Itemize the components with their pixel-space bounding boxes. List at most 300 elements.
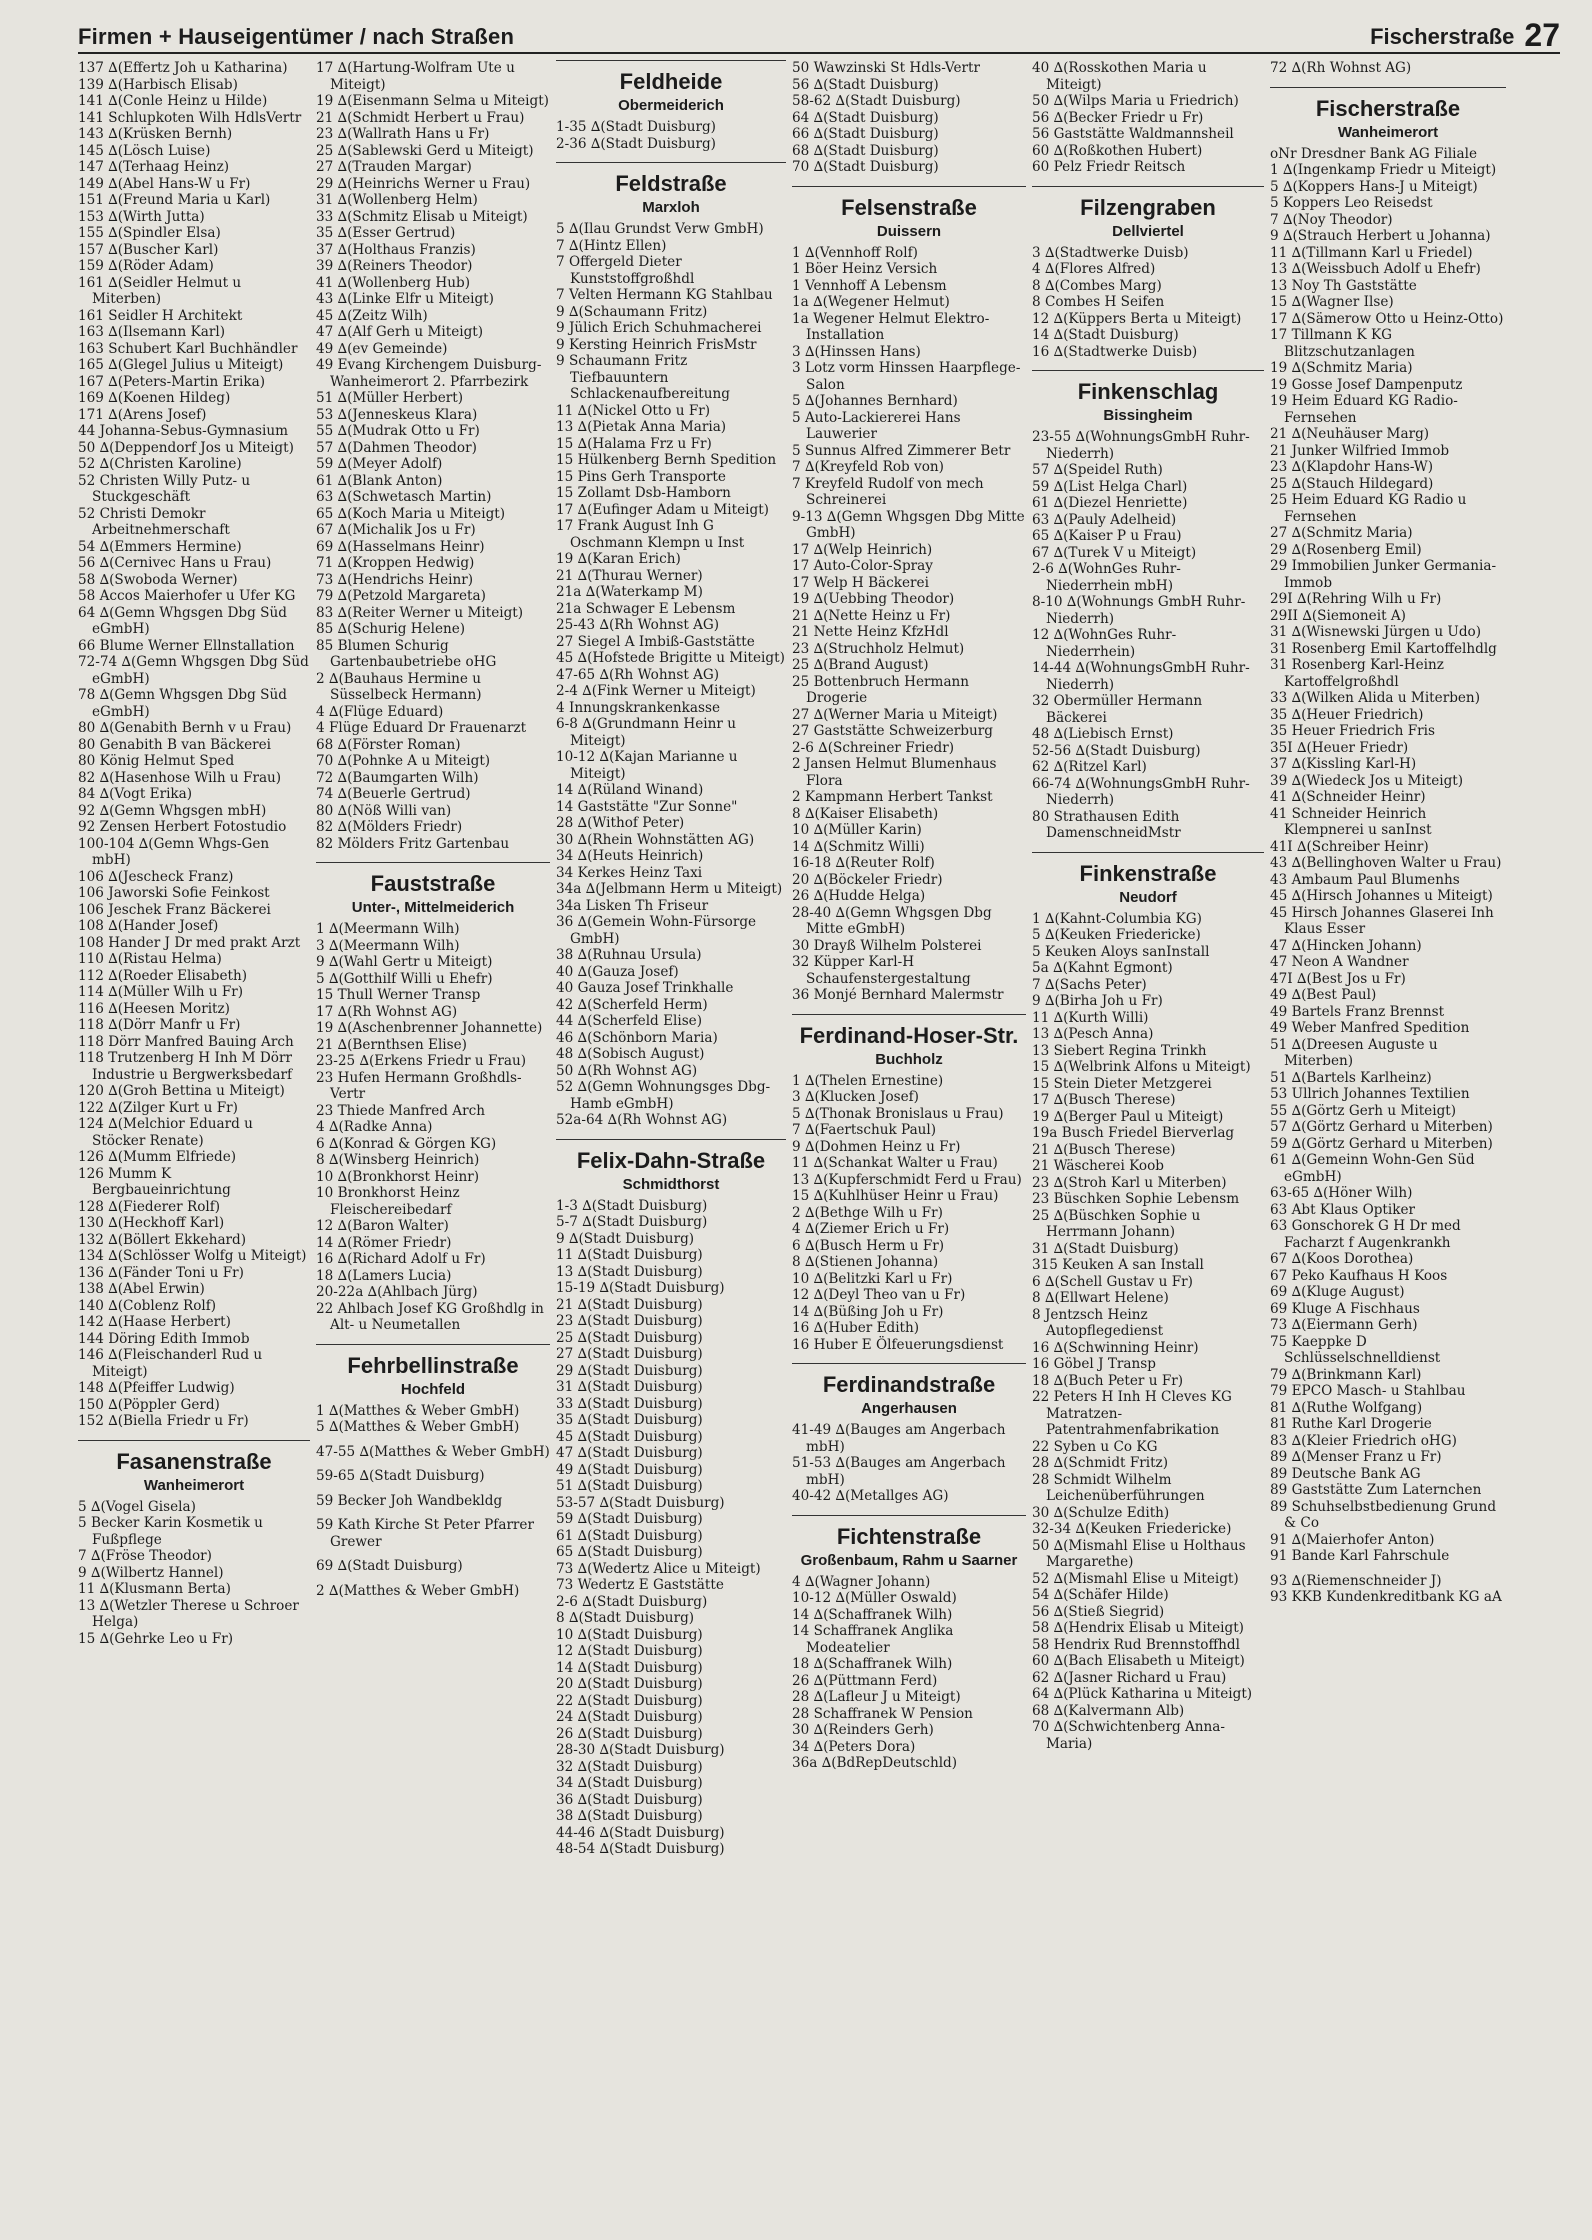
directory-entry: 59 Becker Joh Wandbekldg xyxy=(316,1492,503,1509)
directory-entry: 22 Ahlbach Josef KG Großhdlg in Alt- u Neumetallen xyxy=(316,1300,544,1333)
directory-entry: 43 ∆(Bellinghoven Walter u Frau) xyxy=(1270,855,1502,871)
directory-entry: 25 ∆(Brand August) xyxy=(792,657,929,673)
directory-entry: 65 ∆(Kaiser P u Frau) xyxy=(1032,528,1182,544)
district-heading: Duissern xyxy=(876,222,942,240)
directory-entry: 161 ∆(Seidler Helmut u Miterben) xyxy=(78,274,242,307)
directory-entry: 45 ∆(Hofstede Brigitte u Miteigt) xyxy=(556,650,785,666)
directory-entry: 45 ∆(Hirsch Johannes u Miteigt) xyxy=(1270,888,1493,904)
directory-entry: 80 Strathausen Edith DamenschneidMstr xyxy=(1032,808,1181,841)
directory-entry: 149 ∆(Abel Hans-W u Fr) xyxy=(78,175,251,192)
directory-entry: 67 ∆(Michalik Jos u Fr) xyxy=(316,522,476,538)
directory-entry: 40 Gauza Josef Trinkhalle xyxy=(556,980,734,996)
directory-entry: 92 Zensen Herbert Fotostudio xyxy=(78,819,287,835)
directory-entry: 19a Busch Friedel Bierverlag xyxy=(1032,1125,1235,1141)
directory-entry: 31 Rosenberg Karl-Heinz Kartoffelgroßhdl xyxy=(1270,657,1444,690)
directory-entry: 61 ∆(Blank Anton) xyxy=(316,472,443,489)
directory-entry: 73 ∆(Eiermann Gerh) xyxy=(1270,1317,1418,1333)
directory-entry: 49 ∆(Best Paul) xyxy=(1270,987,1377,1003)
directory-entry: 2-36 ∆(Stadt Duisburg) xyxy=(556,135,716,152)
directory-entry: 54 ∆(Schäfer Hilde) xyxy=(1032,1587,1169,1603)
directory-entry: 64 ∆(Plück Katharina u Miteigt) xyxy=(1032,1686,1253,1702)
directory-entry: 66-74 ∆(WohnungsGmbH Ruhr-Niederrh) xyxy=(1032,775,1250,808)
directory-entry: 39 ∆(Wiedeck Jos u Miteigt) xyxy=(1270,772,1464,789)
directory-entry: 49 Weber Manfred Spedition xyxy=(1270,1020,1470,1036)
directory-entry: 1 ∆(Vennhoff Rolf) xyxy=(792,244,918,261)
directory-entry: 148 ∆(Pfeiffer Ludwig) xyxy=(78,1380,235,1396)
directory-entry: 89 Gaststätte Zum Laternchen xyxy=(1270,1482,1482,1498)
directory-entry: 144 Döring Edith Immob xyxy=(78,1330,250,1347)
directory-entry: 20 ∆(Böckeler Friedr) xyxy=(792,871,943,888)
directory-entry: 10 ∆(Belitzki Karl u Fr) xyxy=(792,1270,953,1287)
directory-entry: 30 ∆(Reinders Gerh) xyxy=(792,1722,934,1738)
directory-entry: 7 ∆(Noy Theodor) xyxy=(1270,211,1393,228)
directory-entry: 108 Hander J Dr med prakt Arzt xyxy=(78,934,301,951)
directory-entry: 5a ∆(Kahnt Egmont) xyxy=(1032,960,1173,976)
directory-entry: 43 ∆(Linke Elfr u Miteigt) xyxy=(316,291,494,307)
directory-entry: 72-74 ∆(Gemn Whgsgen Dbg Süd eGmbH) xyxy=(78,654,309,687)
directory-entry: 68 ∆(Kalvermann Alb) xyxy=(1032,1702,1185,1719)
directory-entry: 47I ∆(Best Jos u Fr) xyxy=(1270,970,1406,987)
directory-entry: 47-55 ∆(Matthes & Weber GmbH) xyxy=(316,1443,550,1460)
directory-entry: 31 ∆(Stadt Duisburg) xyxy=(1032,1240,1179,1257)
directory-entry: 11 ∆(Klusmann Berta) xyxy=(78,1581,231,1597)
spacer xyxy=(316,1550,550,1558)
directory-entry: 81 Ruthe Karl Drogerie xyxy=(1270,1416,1432,1432)
directory-entry: 15 ∆(Kuhlhüser Heinr u Frau) xyxy=(792,1188,999,1204)
directory-entry: 140 ∆(Coblenz Rolf) xyxy=(78,1297,217,1314)
district-heading: Dellviertel xyxy=(1112,222,1184,240)
district-heading: Buchholz xyxy=(875,1050,943,1068)
directory-entry: 17 Welp H Bäckerei xyxy=(792,574,929,591)
directory-entry: 69 Kluge A Fischhaus xyxy=(1270,1300,1420,1317)
directory-entry: 141 ∆(Conle Heinz u Hilde) xyxy=(78,93,268,109)
directory-entry: 41-49 ∆(Bauges am Angerbach mbH) xyxy=(792,1422,1006,1455)
directory-entry: 139 ∆(Harbisch Elisab) xyxy=(78,76,238,93)
directory-entry: 73 Wedertz E Gaststätte xyxy=(556,1577,724,1593)
directory-entry: 74 ∆(Beuerle Gertrud) xyxy=(316,786,471,802)
directory-entry: 315 Keuken A san Install xyxy=(1032,1257,1204,1273)
directory-entry: 31 ∆(Wisnewski Jürgen u Udo) xyxy=(1270,624,1482,640)
directory-entry: 49 ∆(ev Gemeinde) xyxy=(316,340,448,357)
directory-entry: 25 ∆(Büschken Sophie u Herrmann Johann) xyxy=(1032,1207,1201,1240)
directory-entry: 17 ∆(Rh Wohnst AG) xyxy=(316,1003,458,1020)
directory-entry: 50 ∆(Rh Wohnst AG) xyxy=(556,1062,698,1079)
directory-entry: 9 Schaumann Fritz Tiefbauuntern Schlackenaufbereitung xyxy=(556,353,730,402)
directory-entry: 29 ∆(Heinrichs Werner u Frau) xyxy=(316,175,531,192)
directory-entry: 14 Schaffranek Anglika Modeatelier xyxy=(792,1623,954,1656)
directory-entry: 16 Huber E Ölfeuerungsdienst xyxy=(792,1336,1004,1353)
directory-entry: 35 ∆(Stadt Duisburg) xyxy=(556,1412,703,1428)
directory-entry: 57 ∆(Görtz Gerhard u Miterben) xyxy=(1270,1119,1493,1135)
directory-entry: 91 Bande Karl Fahrschule xyxy=(1270,1548,1450,1564)
directory-entry: 1-3 ∆(Stadt Duisburg) xyxy=(556,1197,708,1214)
directory-entry: 112 ∆(Roeder Elisabeth) xyxy=(78,967,248,984)
directory-entry: 126 Mumm K Bergbaueinrichtung xyxy=(78,1165,231,1198)
directory-entry: 48-54 ∆(Stadt Duisburg) xyxy=(556,1841,725,1857)
directory-entry: 51-53 ∆(Bauges am Angerbach mbH) xyxy=(792,1455,1006,1488)
street-heading: Fichtenstraße xyxy=(792,1515,1026,1550)
directory-entry: 42 ∆(Scherfeld Herm) xyxy=(556,996,708,1013)
directory-entry: 118 Trutzenberg H Inh M Dörr Industrie u Bergwerksbedarf xyxy=(78,1050,293,1083)
directory-entry: 20-22a ∆(Ahlbach Jürg) xyxy=(316,1284,478,1300)
directory-entry: 34a Lisken Th Friseur xyxy=(556,897,709,914)
directory-entry: 71 ∆(Kroppen Hedwig) xyxy=(316,555,475,571)
column-1 xyxy=(78,60,310,2240)
directory-entry: 1 ∆(Meermann Wilh) xyxy=(316,921,460,937)
directory-entry: 13 ∆(Pesch Anna) xyxy=(1032,1026,1154,1042)
directory-entry: 13 Siebert Regina Trinkh xyxy=(1032,1042,1207,1059)
directory-entry: 114 ∆(Müller Wilh u Fr) xyxy=(78,984,244,1000)
directory-entry: 130 ∆(Heckhoff Karl) xyxy=(78,1215,225,1231)
directory-entry: 17 ∆(Busch Therese) xyxy=(1032,1092,1176,1108)
directory-entry: 65 ∆(Koch Maria u Miteigt) xyxy=(316,505,506,522)
directory-entry: 50 ∆(Wilps Maria u Friedrich) xyxy=(1032,93,1239,109)
directory-entry: 1a ∆(Wegener Helmut) xyxy=(792,294,950,310)
directory-entry: 9 ∆(Wahl Gertr u Miteigt) xyxy=(316,954,493,970)
directory-entry: 1 ∆(Thelen Ernestine) xyxy=(792,1072,944,1089)
directory-entry: 10 ∆(Bronkhorst Heinr) xyxy=(316,1168,480,1185)
directory-entry: 31 ∆(Wollenberg Helm) xyxy=(316,192,478,208)
directory-entry: 17 ∆(Eufinger Adam u Miteigt) xyxy=(556,501,769,518)
directory-entry: 41 ∆(Schneider Heinr) xyxy=(1270,789,1426,805)
directory-entry: 48 ∆(Liebisch Ernst) xyxy=(1032,726,1174,742)
district-heading: Neudorf xyxy=(1119,888,1177,906)
directory-entry: 68 ∆(Förster Roman) xyxy=(316,736,461,753)
directory-entry: 157 ∆(Buscher Karl) xyxy=(78,241,219,258)
directory-entry: 8 Jentzsch Heinz Autopflegedienst xyxy=(1032,1306,1164,1339)
directory-entry: 14 ∆(Schmitz Willi) xyxy=(792,838,925,855)
directory-entry: 15 Pins Gerh Transporte xyxy=(556,468,726,485)
directory-entry: 11 ∆(Kurth Willi) xyxy=(1032,1009,1149,1026)
directory-entry: 41 Schneider Heinrich Klempnerei u sanInst xyxy=(1270,805,1432,838)
district-heading: Unter-, Mittelmeiderich xyxy=(351,899,515,916)
directory-entry: 8-10 ∆(Wohnungs GmbH Ruhr-Niederrh) xyxy=(1032,594,1246,627)
directory-entry: 21 ∆(Neuhäuser Marg) xyxy=(1270,426,1430,442)
directory-entry: 6 ∆(Busch Herm u Fr) xyxy=(792,1237,945,1254)
directory-entry: 53 ∆(Jenneskeus Klara) xyxy=(316,406,478,423)
directory-entry: 31 Rosenberg Emil Kartoffelhdlg xyxy=(1270,640,1497,657)
district-heading: Angerhausen xyxy=(861,1400,957,1417)
directory-entry: 5 ∆(Vogel Gisela) xyxy=(78,1498,196,1515)
directory-entry: 23 Thiede Manfred Arch xyxy=(316,1102,485,1119)
directory-entry: 20 ∆(Stadt Duisburg) xyxy=(556,1676,703,1692)
directory-entry: 12 ∆(WohnGes Ruhr-Niederrhein) xyxy=(1032,627,1177,660)
directory-entry: 35 ∆(Esser Gertrud) xyxy=(316,225,456,241)
district-heading: Wanheimerort xyxy=(1337,123,1439,141)
directory-entry: 68 ∆(Stadt Duisburg) xyxy=(792,142,939,159)
directory-entry: 28 ∆(Withof Peter) xyxy=(556,815,685,831)
directory-entry: 147 ∆(Terhaag Heinz) xyxy=(78,159,230,175)
directory-entry: 7 Velten Hermann KG Stahlbau xyxy=(556,287,773,303)
directory-entry: 18 ∆(Lamers Lucia) xyxy=(316,1267,452,1284)
directory-entry: 80 Genabith B van Bäckerei xyxy=(78,736,272,753)
directory-entry: 16-18 ∆(Reuter Rolf) xyxy=(792,855,935,871)
directory-entry: 28-40 ∆(Gemn Whgsgen Dbg Mitte eGmbH) xyxy=(792,904,992,937)
directory-entry: 40 ∆(Rosskothen Maria u Miteigt) xyxy=(1032,60,1207,93)
directory-entry: 57 ∆(Speidel Ruth) xyxy=(1032,462,1163,478)
directory-entry: 5 ∆(Thonak Bronislaus u Frau) xyxy=(792,1105,1004,1122)
directory-entry: 85 ∆(Schurig Helene) xyxy=(316,621,466,637)
directory-entry: 110 ∆(Ristau Helma) xyxy=(78,951,222,967)
directory-entry: 58 Hendrix Rud Brennstoffhdl xyxy=(1032,1636,1240,1653)
directory-entry: 60 ∆(Bach Elisabeth u Miteigt) xyxy=(1032,1653,1245,1669)
directory-entry: 163 ∆(Ilsemann Karl) xyxy=(78,324,226,340)
directory-entry: 2 ∆(Matthes & Weber GmbH) xyxy=(316,1582,520,1599)
directory-entry: 17 Frank August Inh G Oschmann Klempn u Inst xyxy=(556,518,745,551)
directory-entry: 60 Pelz Friedr Reitsch xyxy=(1032,159,1186,175)
directory-entry: 81 ∆(Ruthe Wolfgang) xyxy=(1270,1399,1423,1416)
directory-entry: 58-62 ∆(Stadt Duisburg) xyxy=(792,93,961,109)
street-heading: Fischerstraße xyxy=(1270,87,1506,122)
directory-entry: 18 ∆(Schaffranek Wilh) xyxy=(792,1656,953,1672)
directory-entry: 21a Schwager E Lebensm xyxy=(556,600,736,617)
directory-entry: 73 ∆(Hendrichs Heinr) xyxy=(316,571,474,588)
directory-entry: 21 ∆(Bernthsen Elise) xyxy=(316,1036,467,1053)
directory-entry: 36 ∆(Gemein Wohn-Fürsorge GmbH) xyxy=(556,914,757,947)
directory-entry: 82 ∆(Hasenhose Wilh u Frau) xyxy=(78,769,282,786)
directory-entry: 13 ∆(Weissbuch Adolf u Ehefr) xyxy=(1270,261,1481,277)
directory-entry: 7 ∆(Fröse Theodor) xyxy=(78,1548,212,1564)
directory-entry: 89 ∆(Menser Franz u Fr) xyxy=(1270,1449,1442,1465)
directory-entry: 29II ∆(Siemoneit A) xyxy=(1270,607,1406,624)
street-heading: Felix-Dahn-Straße xyxy=(556,1139,786,1174)
directory-entry: 59 ∆(Meyer Adolf) xyxy=(316,456,443,472)
header-title: Firmen + Hauseigentümer / nach Straßen xyxy=(78,24,515,49)
directory-entry: 23 ∆(Stroh Karl u Miterben) xyxy=(1032,1174,1227,1191)
directory-entry: 64 ∆(Gemn Whgsgen Dbg Süd eGmbH) xyxy=(78,604,287,637)
page-header xyxy=(78,18,1560,54)
column-5 xyxy=(1032,60,1264,2240)
directory-entry: 13 ∆(Wetzler Therese u Schroer Helga) xyxy=(78,1597,299,1630)
directory-entry: 45 ∆(Zeitz Wilh) xyxy=(316,307,428,324)
directory-entry: 159 ∆(Röder Adam) xyxy=(78,258,214,274)
directory-entry: 80 ∆(Nöß Willi van) xyxy=(316,802,452,819)
directory-entry: 2-6 ∆(WohnGes Ruhr-Niederrhein mbH) xyxy=(1032,561,1181,594)
directory-entry: 44 Johanna-Sebus-Gymnasium xyxy=(78,423,288,439)
district-heading: Marxloh xyxy=(642,199,700,216)
directory-entry: 79 ∆(Petzold Margareta) xyxy=(316,588,486,604)
directory-entry: 16 ∆(Schwinning Heinr) xyxy=(1032,1339,1199,1356)
directory-entry: 7 ∆(Sachs Peter) xyxy=(1032,976,1147,993)
directory-entry: 138 ∆(Abel Erwin) xyxy=(78,1281,205,1297)
header-street: Fischerstraße xyxy=(1370,24,1515,49)
directory-entry: 59 ∆(Stadt Duisburg) xyxy=(556,1511,703,1527)
directory-entry: 32 Obermüller Hermann Bäckerei xyxy=(1032,693,1203,726)
directory-entry: 142 ∆(Haase Herbert) xyxy=(78,1314,231,1330)
directory-entry: 84 ∆(Vogt Erika) xyxy=(78,786,193,802)
directory-entry: 14 ∆(Büßing Joh u Fr) xyxy=(792,1303,944,1320)
directory-entry: 49 Bartels Franz Brennst xyxy=(1270,1003,1445,1020)
directory-entry: 50 ∆(Deppendorf Jos u Miteigt) xyxy=(78,439,294,456)
directory-entry: 152 ∆(Biella Friedr u Fr) xyxy=(78,1413,249,1429)
directory-entry: 82 ∆(Mölders Friedr) xyxy=(316,819,463,835)
directory-entry: 14 ∆(Schaffranek Wilh) xyxy=(792,1606,953,1623)
directory-entry: 13 ∆(Kupferschmidt Ferd u Frau) xyxy=(792,1171,1022,1188)
directory-entry: 21 ∆(Schmidt Herbert u Frau) xyxy=(316,109,525,126)
directory-entry: 14 Gaststätte "Zur Sonne" xyxy=(556,798,738,815)
directory-entry: 150 ∆(Pöppler Gerd) xyxy=(78,1396,220,1413)
directory-entry: 2 Jansen Helmut Blumenhaus Flora xyxy=(792,756,997,789)
directory-entry: 19 ∆(Aschenbrenner Johannette) xyxy=(316,1020,543,1036)
directory-entry: 118 ∆(Dörr Manfr u Fr) xyxy=(78,1017,241,1033)
directory-entry: 92 ∆(Gemn Whgsgen mbH) xyxy=(78,802,267,819)
directory-entry: 16 Göbel J Transp xyxy=(1032,1356,1156,1372)
directory-entry: 15 ∆(Wagner Ilse) xyxy=(1270,294,1394,310)
directory-entry: 9 ∆(Schaumann Fritz) xyxy=(556,303,708,320)
street-heading: Finkenstraße xyxy=(1032,852,1264,887)
directory-entry: 6 ∆(Konrad & Görgen KG) xyxy=(316,1135,497,1152)
directory-entry: 61 ∆(Gemeinn Wohn-Gen Süd eGmbH) xyxy=(1270,1152,1475,1185)
directory-entry: 16 ∆(Stadtwerke Duisb) xyxy=(1032,343,1198,360)
directory-entry: 21 Junker Wilfried Immob xyxy=(1270,442,1450,459)
directory-entry: 14 ∆(Römer Friedr) xyxy=(316,1234,452,1251)
directory-entry: 41I ∆(Schreiber Heinr) xyxy=(1270,838,1429,855)
directory-entry: 50 ∆(Mismahl Elise u Holthaus Margarethe) xyxy=(1032,1537,1246,1570)
directory-entry: 67 ∆(Turek V u Miteigt) xyxy=(1032,544,1197,561)
directory-entry: 30 ∆(Rhein Wohnstätten AG) xyxy=(556,831,755,848)
directory-entry: 25 Heim Eduard KG Radio u Fernsehen xyxy=(1270,492,1467,525)
directory-entry: 23-55 ∆(WohnungsGmbH Ruhr-Niederrh) xyxy=(1032,429,1250,462)
directory-entry: 63 Gonschorek G H Dr med Facharzt f Augenkrankh xyxy=(1270,1218,1461,1251)
directory-entry: 79 ∆(Brinkmann Karl) xyxy=(1270,1366,1422,1383)
directory-entry: 9 ∆(Wilbertz Hannel) xyxy=(78,1564,224,1581)
directory-entry: 36 Monjé Bernhard Malermstr xyxy=(792,987,1004,1003)
directory-entry: 2 ∆(Bethge Wilh u Fr) xyxy=(792,1204,943,1221)
directory-entry: 47 ∆(Hincken Johann) xyxy=(1270,937,1422,954)
page-number: 27 xyxy=(1524,17,1560,53)
directory-entry: 83 ∆(Kleier Friedrich oHG) xyxy=(1270,1432,1457,1449)
directory-entry: 9 Jülich Erich Schuhmacherei xyxy=(556,320,762,336)
directory-entry: 52a-64 ∆(Rh Wohnst AG) xyxy=(556,1112,728,1128)
directory-entry: 25 ∆(Sablewski Gerd u Miteigt) xyxy=(316,142,534,159)
directory-entry: 22 ∆(Stadt Duisburg) xyxy=(556,1692,703,1709)
directory-entry: 14 ∆(Stadt Duisburg) xyxy=(1032,327,1179,343)
directory-entry: 3 Lotz vorm Hinssen Haarpflege-Salon xyxy=(792,360,1021,393)
directory-entry: 52 ∆(Mismahl Elise u Miteigt) xyxy=(1032,1570,1239,1587)
directory-entry: 12 ∆(Deyl Theo van u Fr) xyxy=(792,1287,966,1303)
spacer xyxy=(316,1485,550,1493)
directory-entry: 11 ∆(Stadt Duisburg) xyxy=(556,1247,703,1263)
directory-entry: 21 ∆(Thurau Werner) xyxy=(556,567,703,584)
directory-entry: 153 ∆(Wirth Jutta) xyxy=(78,208,205,225)
directory-entry: 169 ∆(Koenen Hildeg) xyxy=(78,390,231,406)
directory-entry: 5 ∆(Ilau Grundst Verw GmbH) xyxy=(556,221,764,237)
directory-entry: 55 ∆(Görtz Gerh u Miteigt) xyxy=(1270,1102,1457,1119)
directory-entry: 37 ∆(Kissling Karl-H) xyxy=(1270,756,1417,772)
directory-entry: 48 ∆(Sobisch August) xyxy=(556,1046,705,1062)
street-heading: Ferdinandstraße xyxy=(792,1363,1026,1398)
directory-entry: 11 ∆(Schankat Walter u Frau) xyxy=(792,1155,998,1171)
directory-entry: 39 ∆(Reiners Theodor) xyxy=(316,258,473,274)
directory-entry: 19 ∆(Schmitz Maria) xyxy=(1270,360,1413,376)
directory-entry: 50 Wawzinski St Hdls-Vertr xyxy=(792,60,980,76)
directory-entry: 15 ∆(Halama Frz u Fr) xyxy=(556,435,712,452)
directory-entry: 28 ∆(Lafleur J u Miteigt) xyxy=(792,1689,961,1705)
directory-entry: 32-34 ∆(Keuken Friedericke) xyxy=(1032,1521,1232,1537)
directory-entry: 47-65 ∆(Rh Wohnst AG) xyxy=(556,666,720,683)
directory-entry: 8 ∆(Combes Marg) xyxy=(1032,277,1162,294)
directory-entry: 27 Gaststätte Schweizerburg xyxy=(792,723,993,739)
directory-entry: 15 ∆(Gehrke Leo u Fr) xyxy=(78,1630,234,1647)
directory-entry: 51 ∆(Stadt Duisburg) xyxy=(556,1478,703,1494)
header-right xyxy=(1370,17,1560,53)
district-heading: Hochfeld xyxy=(400,1380,466,1398)
directory-entry: 21 ∆(Busch Therese) xyxy=(1032,1141,1176,1158)
directory-entry: 37 ∆(Holthaus Franzis) xyxy=(316,241,476,258)
directory-entry: 106 ∆(Jescheck Franz) xyxy=(78,868,234,885)
district-heading: Wanheimerort xyxy=(143,1476,245,1494)
directory-entry: 27 ∆(Werner Maria u Miteigt) xyxy=(792,706,998,723)
directory-entry: 3 ∆(Hinssen Hans) xyxy=(792,343,921,360)
directory-entry: 124 ∆(Melchior Eduard u Stöcker Renate) xyxy=(78,1116,253,1149)
column-2 xyxy=(316,60,550,2240)
directory-entry: 67 ∆(Koos Dorothea) xyxy=(1270,1251,1414,1267)
directory-entry: 33 ∆(Schmitz Elisab u Miteigt) xyxy=(316,208,528,225)
directory-entry: 49 ∆(Stadt Duisburg) xyxy=(556,1461,703,1478)
directory-entry: 52 Christi Demokr Arbeitnehmerschaft xyxy=(78,505,230,538)
directory-entry: 49 Evang Kirchengem Duisburg-Wanheimerort 2. Pfarrbezirk xyxy=(316,357,542,390)
directory-entry: 165 ∆(Glegel Julius u Miteigt) xyxy=(78,357,284,373)
street-heading: Felsenstraße xyxy=(792,186,1026,221)
directory-entry: 70 ∆(Pohnke A u Miteigt) xyxy=(316,753,491,769)
directory-entry: 17 Auto-Color-Spray xyxy=(792,558,933,574)
directory-entry: 67 Peko Kaufhaus H Koos xyxy=(1270,1267,1448,1284)
directory-entry: 10-12 ∆(Müller Oswald) xyxy=(792,1590,957,1606)
directory-entry: 72 ∆(Baumgarten Wilh) xyxy=(316,769,479,786)
directory-entry: 7 ∆(Kreyfeld Rob von) xyxy=(792,459,944,475)
directory-entry: 15 Hülkenberg Bernh Spedition xyxy=(556,452,777,468)
directory-entry: 2-6 ∆(Stadt Duisburg) xyxy=(556,1593,708,1610)
directory-entry: 13 ∆(Pietak Anna Maria) xyxy=(556,419,727,435)
directory-entry: 10 ∆(Stadt Duisburg) xyxy=(556,1626,703,1643)
directory-entry: 9 Kersting Heinrich FrisMstr xyxy=(556,336,757,353)
directory-entry: 75 Kaeppke D Schlüsselschnelldienst xyxy=(1270,1333,1441,1366)
directory-entry: 137 ∆(Effertz Joh u Katharina) xyxy=(78,60,288,76)
directory-entry: 11 ∆(Nickel Otto u Fr) xyxy=(556,402,711,419)
directory-entry: 89 Schuhselbstbedienung Grund & Co xyxy=(1270,1498,1497,1531)
column-6 xyxy=(1270,60,1506,2240)
directory-entry: 19 ∆(Berger Paul u Miteigt) xyxy=(1032,1108,1224,1125)
directory-entry: 28 Schmidt Wilhelm Leichenüberführungen xyxy=(1032,1471,1205,1504)
directory-entry: 8 Combes H Seifen xyxy=(1032,294,1165,310)
directory-entry: 9-13 ∆(Gemn Whgsgen Dbg Mitte GmbH) xyxy=(792,508,1025,541)
directory-entry: 17 ∆(Sämerow Otto u Heinz-Otto) xyxy=(1270,310,1504,327)
directory-entry: 15 Stein Dieter Metzgerei xyxy=(1032,1075,1212,1092)
directory-entry: 2 ∆(Bauhaus Hermine u Süsselbeck Hermann) xyxy=(316,670,482,703)
directory-entry: 4 ∆(Radke Anna) xyxy=(316,1119,433,1135)
directory-entry: 7 Kreyfeld Rudolf von mech Schreinerei xyxy=(792,475,984,508)
directory-entry: 21 Nette Heinz KfzHdl xyxy=(792,624,949,640)
directory-entry: 10-12 ∆(Kajan Marianne u Miteigt) xyxy=(556,749,738,782)
directory-entry: 78 ∆(Gemn Whgsgen Dbg Süd eGmbH) xyxy=(78,687,287,720)
directory-entry: 134 ∆(Schlösser Wolfg u Miteigt) xyxy=(78,1248,307,1264)
spacer xyxy=(316,1460,550,1468)
directory-entry: 45 ∆(Stadt Duisburg) xyxy=(556,1428,703,1445)
directory-entry: 69 ∆(Kluge August) xyxy=(1270,1284,1405,1300)
directory-entry: 26 ∆(Hudde Helga) xyxy=(792,888,926,904)
directory-entry: 25-43 ∆(Rh Wohnst AG) xyxy=(556,617,720,633)
directory-entry: 5 ∆(Johannes Bernhard) xyxy=(792,393,958,409)
directory-entry: 8 ∆(Ellwart Helene) xyxy=(1032,1290,1169,1306)
street-heading: Fasanenstraße xyxy=(78,1440,310,1475)
directory-entry: 12 ∆(Baron Walter) xyxy=(316,1218,449,1234)
directory-entry: 38 ∆(Stadt Duisburg) xyxy=(556,1808,703,1824)
directory-entry: 44 ∆(Scherfeld Elise) xyxy=(556,1013,703,1029)
directory-entry: 15 Thull Werner Transp xyxy=(316,987,481,1003)
directory-entry: 30 Drayß Wilhelm Polsterei xyxy=(792,937,982,954)
directory-entry: 73 ∆(Wedertz Alice u Miteigt) xyxy=(556,1560,761,1577)
directory-entry: 14 ∆(Rüland Winand) xyxy=(556,782,704,798)
